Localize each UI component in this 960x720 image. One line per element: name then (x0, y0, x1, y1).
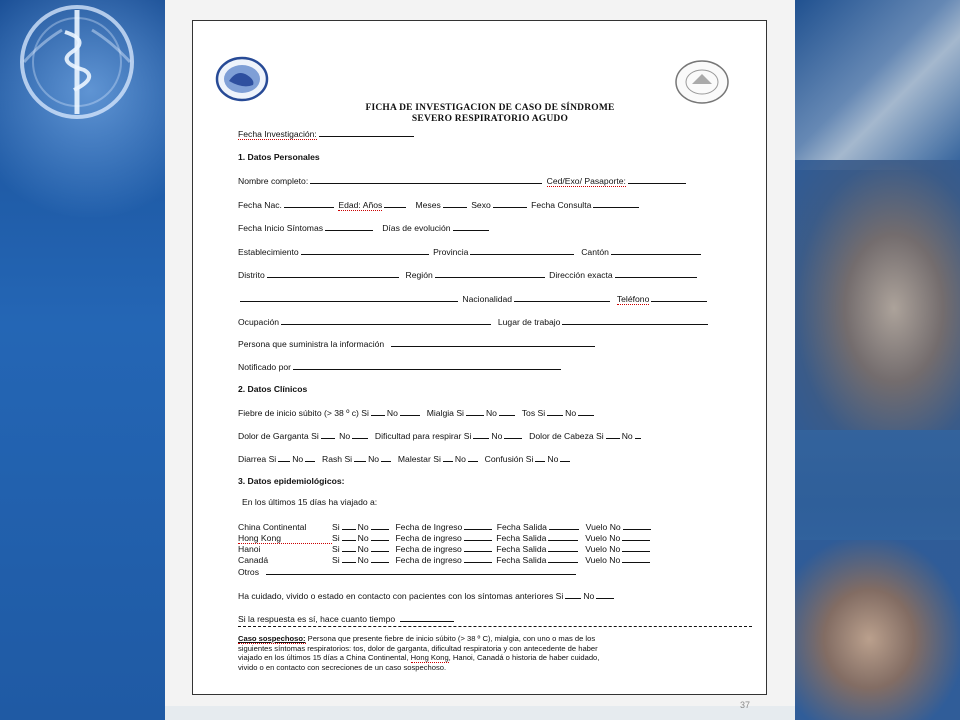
fecha-investigacion-label: Fecha Investigación: (238, 129, 317, 139)
form-title-line2: SEVERO RESPIRATORIO AGUDO (411, 114, 569, 124)
page-number: 37 (740, 700, 751, 710)
nacionalidad-row: Nacionalidad Teléfono (238, 293, 709, 304)
contacto-row: Ha cuidado, vivido o estado en contacto con pacientes con los síntomas anteriores Si No (238, 590, 616, 601)
ocupacion-row: Ocupación Lugar de trabajo (238, 316, 710, 327)
right-photo-collage (795, 0, 960, 720)
diarrea-row: Diarrea Si No Rash Si No Malestar Si No Confusión Si No (238, 453, 572, 464)
ministry-seal-icon (215, 55, 270, 103)
travel-row: Canadá Si No Fecha de ingreso Fecha Salida Vuelo No (238, 554, 652, 565)
form-title (300, 103, 680, 125)
fecha-investigacion-row (238, 128, 416, 139)
nombre-row: Nombre completo: Ced/Exo/ Pasaporte: (238, 175, 688, 186)
notificado-row: Notificado por (238, 361, 563, 372)
travel-row: China Continental Si No Fecha de Ingreso Fecha Salida Vuelo No (238, 521, 653, 532)
child-photo (795, 540, 960, 720)
caso-sospechoso-note: Caso sospechoso: Persona que presente fiebre de inicio súbito (> 38 º C), mialgia, con uno o mas de los siguientes síntomas respiratorios: tos, dolor de garganta, dificultad respiratoria y con antecedente de haber viajado en los últimos 15 días a China Continental, Hong Kong, Hanoi, Canadá o historia de haber cuidado, vivido o en contacto con secreciones de un caso sospechoso. (238, 634, 600, 672)
travel-row: Hong Kong Si No Fecha de ingreso Fecha Salida Vuelo No (238, 532, 652, 544)
section-personal-heading: 1. Datos Personales (238, 152, 320, 162)
form-title-line1: FICHA DE INVESTIGACION DE CASO DE SÍNDROME (365, 103, 615, 113)
persona-info-row: Persona que suministra la información (238, 338, 597, 349)
fiebre-row: Fiebre de inicio súbito (> 38 º c) Si No Mialgia Si No Tos Si No (238, 407, 596, 418)
otros-row: Otros (238, 566, 578, 577)
health-workers-photo (795, 0, 960, 170)
ultimos-dias-line: En los últimos 15 días ha viajado a: (242, 497, 378, 507)
fecha-nac-row: Fecha Nac. Edad: Años Meses Sexo Fecha Consulta (238, 199, 641, 210)
section-clinical-heading: 2. Datos Clínicos (238, 384, 308, 394)
section-epi-heading: 3. Datos epidemiológicos: (238, 476, 345, 486)
garganta-row: Dolor de Garganta Si No Dificultad para respirar Si No Dolor de Cabeza Si No (238, 430, 643, 441)
elderly-man-photo (795, 160, 960, 430)
slide-bottom-strip (165, 706, 795, 720)
divider-line (238, 626, 752, 627)
social-security-seal-icon (674, 60, 730, 105)
distrito-row: Distrito Región Dirección exacta (238, 269, 699, 280)
tiempo-row: Si la respuesta es sí, hace cuanto tiempo (238, 613, 456, 624)
travel-row: Hanoi Si No Fecha de ingreso Fecha Salida Vuelo No (238, 543, 652, 554)
establecimiento-row: Establecimiento Provincia Cantón (238, 246, 703, 257)
who-emblem-icon (2, 2, 152, 127)
left-decorative-panel (0, 0, 165, 720)
fecha-inicio-row: Fecha Inicio Síntomas Días de evolución (238, 222, 491, 233)
